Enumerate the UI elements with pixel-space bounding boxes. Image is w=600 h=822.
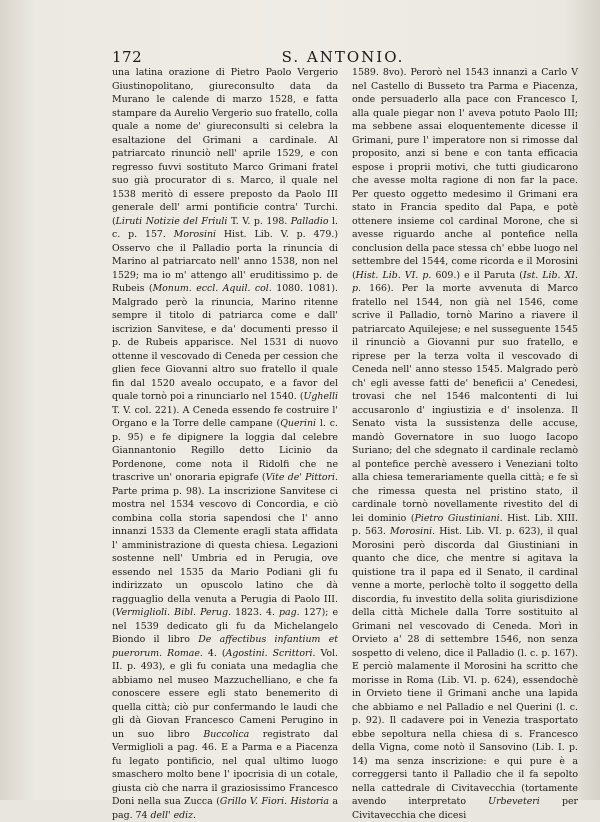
italic-citation: Palladio bbox=[290, 215, 329, 227]
text-run: 4. ( bbox=[202, 647, 226, 659]
text-run: 1080. 1081). Malgrado però la rinuncia, Marino ritenne sempre il titolo di patriarca come e dall' iscrizion Sanvitese, e da' documenti presso il p. de Rubeis apparisce. Nel 1531 di nuovo ottenne il vescovado di Ceneda per cession che glien fece Giovanni altro suo fratello il quale fin dal 1520 avealo occupato, e a favor del quale tornò poi a rinunciarlo nel 1540. ( bbox=[112, 283, 339, 402]
text-run: 1589. 8vo). Perorò nel 1543 innanzi a Carlo V nel Castello di Busseto tra Parma e Piacenza, onde persuaderlo alla pace con Francesco I, alla quale piegar non l' aveva potuto Paolo III; ma sebbene assai eloquentemente dicesse il Grimani, pure l' imperatore non si rimosse dal proposito, anzi si bene e con tanta efficacia espose i proprii motivi, che tutti giudicarono che avesse molta ragione di non far la pace. Per questo oggetto medesimo il Grimani era stato in Francia spedito dal Papa, e potè ottenere insieme col cardinal Morone, che si avesse riguardo anche al pontefice nella conclusion della pace stessa ch' ebbe luogo nel settembre del 1544, come ricorda e il Morosini ( bbox=[352, 67, 578, 281]
italic-citation: Vermiglioli. Bibl. Perug. bbox=[115, 607, 232, 618]
text-run: per Civitavecchia che dicesi bbox=[352, 796, 578, 821]
text-run: Hist. Lib. VI. p. 623), il qual Morosini però discorda dal Giustiniani in quanto che dice, che mentre si agitava la quistione tra il papa ed il Senato, il cardinal venne a morte, perlochè tolto il soggetto della discordia, fu investito della solita giurisdizione della città Michele dalla Torre sostituito al Grimani nel vescovado di Ceneda. Morì in Orvieto a' 28 di settembre 1546, non senza sospetto di veleno, dice il Palladio (l. c. p. 167). E perciò malamente il Morosini ha scritto che morisse in Roma (Lib. VI. p. 624), essendochè in Orvieto tiene il Grimani anche una lapida che abbiamo e nel Palladio e nel Querini (l. c. p. 92). Il cadavere poi in Venezia trasportato ebbe sepoltura nella chiesa di s. Francesco della Vigna, come notò il Sansovino (Lib. I. p. 14) ma senza inscrizione: e qui pure è a correggersi tanto il Palladio che il fa sepolto nella cattedrale di Civitavecchia (tortamente avendo interpretato bbox=[352, 526, 578, 807]
italic-citation: Monum. eccl. Aquil. col. bbox=[152, 283, 272, 294]
italic-citation: De affectibus infantium et puerorum. Romae. bbox=[112, 634, 339, 659]
column-right-text bbox=[352, 66, 578, 822]
italic-citation: Morosini bbox=[173, 229, 216, 240]
text-run: T. V. col. 221). A Ceneda essendo fe costruire l' Organo e la Torre delle campane ( bbox=[112, 404, 338, 429]
page-number: 172 bbox=[112, 48, 143, 66]
text-run: 127); e nel 1539 dedicato gli fu da Michelangelo Biondo il libro bbox=[112, 607, 338, 645]
italic-citation: Morosini. bbox=[389, 526, 436, 537]
italic-citation: Querini bbox=[280, 418, 317, 429]
text-run: a pag. 74 bbox=[112, 796, 338, 821]
italic-citation: Pietro Giustiniani. bbox=[414, 512, 503, 524]
text-run: una latina orazione di Pietro Paolo Vergerio Giustinopolitano, giureconsulto data da Murano le calende di marzo 1528, e fatta stampare da Aurelio Vergerio suo fratello, colla quale a nome de' giureconsulti si celebra la esaltazione del Grimani a cardinale. Al patriarcato rinunciò nell' aprile 1529, e con regresso fuvvi sostituto Marco Grimani fratel suo già procurator di s. Marco, il quale nel 1538 meritò di essere preposto da Paolo III generale dell' armi pontificie contra' Turchi. ( bbox=[112, 67, 338, 227]
text-run: T. V. p. 198. bbox=[227, 215, 291, 227]
italic-citation: Vite de' Pittori. bbox=[265, 472, 339, 483]
text-columns bbox=[112, 66, 578, 821]
text-run: Hist. Lib. XIII. p. 563. bbox=[352, 512, 578, 537]
italic-citation: Ist. Lib. XI. p. bbox=[352, 269, 578, 294]
text-run: l. c. p. 95) e fe dipignere la loggia dal celebre Giannantonio Regillo detto Licinio da Pordenone, come nota il Ridolfi che ne trascrive un' onoraria epigrafe ( bbox=[112, 418, 339, 483]
running-head: S. ANTONIO. bbox=[281, 48, 405, 66]
text-run: Parte prima p. 98). La inscrizione Sanvitese ci mostra nel 1534 vescovo di Concordia, e ciò combina colla storia sapendosi che l' anno innanzi 1533 da Clemente eragli stata affidata l' amministrazione di questa chiesa. Legazioni sostenne nell' Umbria ed in Perugia, ove essendo nel 1535 da Mario Podiani gli fu indirizzato un opuscolo latino che dà ragguaglio della venuta a Perugia di Paolo III. ( bbox=[112, 485, 338, 618]
italic-citation: Buccolica bbox=[203, 728, 250, 740]
italic-citation: Agostini. Scrittori. bbox=[225, 647, 316, 659]
italic-citation: Liruti Notizie del Friuli bbox=[115, 215, 228, 227]
column-left bbox=[112, 66, 339, 821]
italic-citation: Hist. Lib. VI. p. bbox=[355, 269, 432, 281]
italic-citation: Ughelli bbox=[303, 391, 338, 402]
page-header bbox=[112, 48, 574, 68]
column-left-text bbox=[112, 66, 338, 822]
italic-citation: Urbeveteri bbox=[488, 796, 540, 807]
italic-citation: pag. bbox=[279, 607, 300, 618]
text-run: Vol. II. p. 493), e gli fu coniata una medaglia che abbiamo nel museo Mazzuchelliano, e che fa conoscere essere egli stato benemerito di quella città; ciò pur confermando le laudi che gli dà Giovan Francesco Cameni Perugino in un suo libro bbox=[112, 647, 339, 740]
text-run: l. c. p. 157. bbox=[112, 215, 338, 240]
text-run: 166). Per la morte avvenuta di Marco fratello nel 1544, non già nel 1546, come scrive il Palladio, tornò Marino a riavere il patriarcato Aquilejese; e nel susseguente 1545 il rinunciò a Giovanni pur suo fratello, e riprese per la terza volta il vescovado di Ceneda nell' anno stesso 1545. Malgrado però ch' egli avesse fatti de' beneficii a' Cenedesi, trovasi che nel 1546 malcontenti di lui accusaronlo d' ingiustizia e d' insolenza. Il Senato vista la sussistenza delle accuse, mandò Governatore in suo luogo Iacopo Suriano; del che sdegnato il cardinale reclamò al pontefice perchè avessero i Veneziani tolto alla chiesa temerariamente quella città; e fe sì che rimessa questa nel pristino stato, il cardinale tornò novellamente rivestito del di lei dominio ( bbox=[352, 283, 578, 524]
text-run: Hist. Lib. V. p. 479.) Osservo che il Palladio porta la rinuncia di Marino al patriarcato nell' anno 1538, non nel 1529; ma io m' attengo all' eruditissimo p. de Rubeis ( bbox=[112, 229, 338, 294]
text-run: 1823. 4. bbox=[231, 607, 280, 618]
text-run: 609.) e il Paruta ( bbox=[431, 269, 523, 281]
text-run: registrato dal Vermiglioli a pag. 46. E a Parma e a Piacenza fu legato pontificio, nel qual ultimo luogo smaschero molto bene l' ipocrisia di un cotale, giusta ciò che narra il graziosissimo Francesco Doni nella sua Zucca ( bbox=[112, 728, 338, 807]
italic-citation: Grillo V. Fiori. Historia bbox=[219, 796, 329, 807]
italic-citation: dell' ediz. bbox=[150, 809, 197, 821]
column-right bbox=[352, 66, 578, 821]
